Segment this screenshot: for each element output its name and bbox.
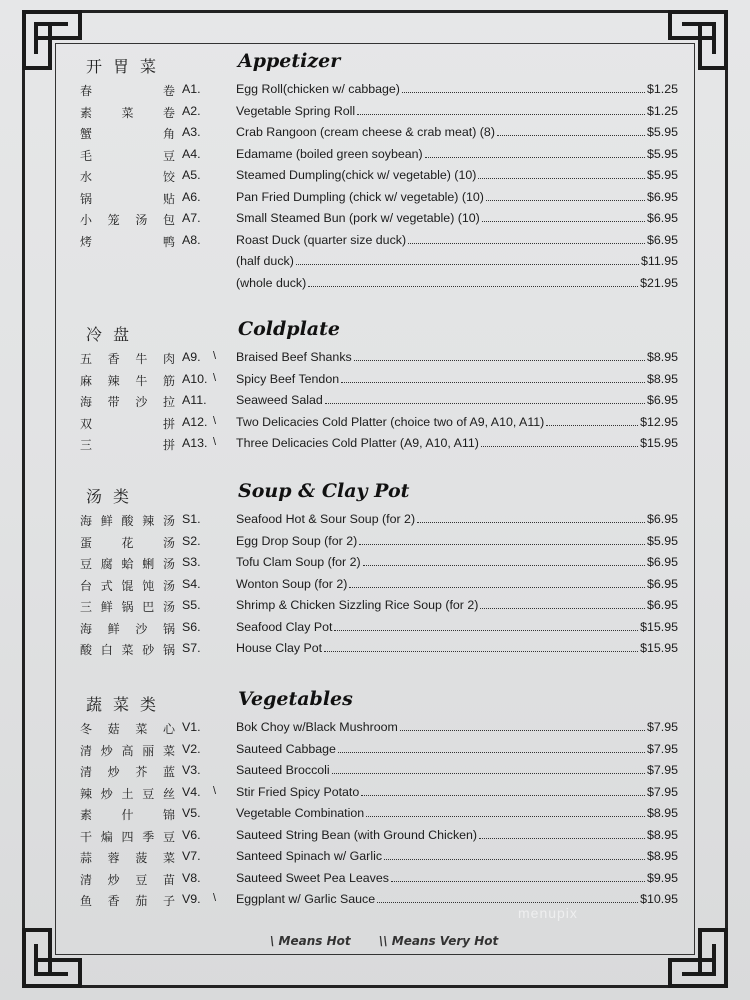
menu-item [0,510,750,532]
item-name: Vegetable Combination [236,806,365,820]
dot-leader [325,403,645,404]
menu-item [0,166,750,188]
item-line [236,125,678,139]
dot-leader [481,446,638,447]
menu-section [0,480,750,661]
item-line [236,254,678,268]
item-name: Braised Beef Shanks [236,350,352,364]
item-chinese-name: 清 炒 高 丽 菜 [80,743,175,758]
item-chinese-name: 三 鲜 锅 巴 汤 [80,600,175,614]
item-code: V3. [182,763,201,777]
item-price: $8.95 [646,806,678,820]
item-price: $6.95 [646,393,678,407]
dot-leader [391,881,645,882]
section-header [0,318,750,348]
item-chinese-name: 毛 豆 [80,148,175,163]
item-code: V8. [182,870,201,885]
item-price: $1.25 [646,82,678,96]
item-name: Three Delicacies Cold Platter (A9, A10, A11) [236,436,479,450]
legend-hot: \ Means Hot [270,934,351,948]
dot-leader [357,114,645,115]
item-line [236,641,678,655]
menu-item [0,553,750,575]
item-code: A11. [182,393,207,407]
item-line [236,806,678,820]
item-line [236,871,678,885]
item-chinese-name: 三 拼 [80,438,175,452]
pepper-icon: \ [213,414,217,427]
item-code: V6. [182,827,201,842]
item-chinese-name: 五 香 牛 肉 [80,352,175,366]
item-code: A12. [182,414,208,429]
item-code: S5. [182,598,201,612]
item-line [236,436,678,450]
item-price: $1.25 [646,103,678,118]
item-code: S6. [182,619,201,634]
item-line [236,828,678,842]
item-code: V5. [182,806,201,820]
menu-item [0,231,750,253]
item-chinese-name: 海 鲜 酸 辣 汤 [80,514,175,528]
pepper-icon: \ [213,892,217,904]
dot-leader [486,200,645,201]
item-code: A7. [182,211,201,225]
menu-item [0,804,750,826]
item-line [236,372,678,386]
item-code: A1. [182,82,201,96]
section-title: Coldplate [238,318,340,340]
item-chinese-name: 双 拼 [80,416,175,431]
item-price: $5.95 [646,146,678,161]
watermark: menupix [518,905,578,921]
corner-ornament-bottom-left [20,920,90,990]
item-line [236,147,678,161]
menu-item [0,274,750,296]
item-code: A5. [182,168,201,182]
item-price: $7.95 [646,720,678,734]
item-name: Sauteed Sweet Pea Leaves [236,870,389,885]
item-chinese-name: 辣 炒 土 豆 丝 [80,786,175,801]
item-price: $6.95 [646,512,678,526]
item-chinese-name: 蒜 蓉 菠 菜 [80,851,175,865]
item-name: Seaweed Salad [236,393,323,407]
item-chinese-name: 海 鲜 沙 锅 [80,621,175,636]
item-line [236,849,678,863]
item-chinese-name: 台 式 馄 饨 汤 [80,578,175,593]
menu-item [0,740,750,762]
menu-item [0,370,750,392]
dot-leader [338,752,645,753]
item-code: V4. [182,784,201,799]
dot-leader [361,795,645,796]
item-line [236,577,678,591]
item-name: Sauteed Cabbage [236,741,336,756]
dot-leader [384,859,645,860]
item-price: $8.95 [646,350,678,364]
dot-leader [408,243,645,244]
item-name: Sauteed String Bean (with Ground Chicken) [236,827,478,842]
section-title: Soup & Clay Pot [238,480,410,502]
item-price: $6.95 [646,555,678,569]
item-chinese-name: 小 笼 汤 包 [80,213,175,227]
menu-item [0,596,750,618]
spice-legend [270,934,522,948]
menu-item [0,575,750,597]
item-line [236,104,678,118]
item-line [236,534,678,548]
item-chinese-name: 麻 辣 牛 筋 [80,373,175,388]
item-name: (whole duck) [236,275,307,290]
item-chinese-name: 清 炒 豆 苗 [80,872,175,887]
item-code: A2. [182,103,201,118]
item-line [236,892,678,906]
item-code: A9. [182,350,201,364]
item-chinese-name: 豆 腐 蛤 蜊 汤 [80,557,175,571]
menu-item [0,532,750,554]
dot-leader [402,92,645,93]
menu-section [0,50,750,295]
item-name: Crab Rangoon (cream cheese & crab meat) (8) [236,125,495,139]
dot-leader [296,264,639,265]
item-name: Tofu Clam Soup (for 2) [236,555,361,569]
item-price: $10.95 [640,892,678,906]
item-code: V2. [182,741,201,756]
item-name: Steamed Dumpling(chick w/ vegetable) (10) [236,168,477,182]
item-price: $6.95 [646,576,678,591]
dot-leader [482,221,645,222]
dot-leader [417,522,645,523]
item-price: $6.95 [646,211,678,225]
item-line [236,763,678,777]
dot-leader [359,544,645,545]
item-chinese-name: 水 饺 [80,170,175,184]
item-code: S7. [182,641,201,655]
section-title-chinese: 开胃菜 [86,57,168,76]
dot-leader [341,382,645,383]
menu-item [0,80,750,102]
item-name: Edamame (boiled green soybean) [236,146,423,161]
item-chinese-name: 海 带 沙 拉 [80,395,175,409]
item-line [236,82,678,96]
item-price: $6.95 [646,189,678,204]
dot-leader [400,730,645,731]
item-code: S1. [182,512,201,526]
dot-leader [354,360,645,361]
item-line [236,233,678,247]
item-chinese-name: 清 炒 芥 蓝 [80,765,175,779]
item-price: $12.95 [640,414,678,429]
menu-item [0,869,750,891]
item-code: S3. [182,555,201,569]
dot-leader [479,838,645,839]
item-code: A8. [182,232,201,247]
item-name: Roast Duck (quarter size duck) [236,232,407,247]
item-code: A6. [182,189,201,204]
section-title-chinese: 汤类 [86,487,141,506]
item-name: Vegetable Spring Roll [236,103,356,118]
section-title-chinese: 蔬菜类 [86,695,168,714]
item-name: Egg Drop Soup (for 2) [236,533,358,548]
section-header [0,480,750,510]
menu-item [0,391,750,413]
dot-leader [366,816,645,817]
item-chinese-name: 素 什 锦 [80,808,175,822]
item-name: Egg Roll(chicken w/ cabbage) [236,82,400,96]
item-line [236,211,678,225]
dot-leader [546,425,638,426]
item-price: $9.95 [646,870,678,885]
item-name: Pan Fried Dumpling (chick w/ vegetable) (10) [236,189,484,204]
menu-item [0,252,750,274]
item-name: Santeed Spinach w/ Garlic [236,849,383,863]
item-code: A10. [182,371,208,386]
item-line [236,276,678,290]
dot-leader [324,651,638,652]
item-price: $15.95 [640,641,678,655]
section-header [0,50,750,80]
item-line [236,350,678,364]
menu-item [0,639,750,661]
item-name: Two Delicacies Cold Platter (choice two of A9, A10, A11) [236,414,545,429]
item-name: Wonton Soup (for 2) [236,576,348,591]
item-price: $7.95 [646,763,678,777]
item-chinese-name: 冬 菇 菜 心 [80,722,175,736]
menu-item [0,434,750,456]
item-price: $8.95 [646,371,678,386]
menu-item [0,890,750,912]
item-name: (half duck) [236,254,294,268]
item-code: A4. [182,146,201,161]
item-name: Small Steamed Bun (pork w/ vegetable) (10) [236,211,480,225]
item-line [236,785,678,799]
pepper-icon: \ [213,371,217,384]
dot-leader [478,178,645,179]
item-price: $6.95 [646,598,678,612]
item-code: A13. [182,436,208,450]
menu-item [0,123,750,145]
corner-ornament-bottom-right [660,920,730,990]
item-price: $21.95 [640,275,678,290]
section-title: Vegetables [238,688,353,710]
item-name: Spicy Beef Tendon [236,371,340,386]
item-code: V9. [182,892,201,906]
item-chinese-name: 蛋 花 汤 [80,535,175,550]
item-chinese-name: 酸 白 菜 砂 锅 [80,643,175,657]
menu-item [0,413,750,435]
item-price: $7.95 [646,741,678,756]
item-line [236,512,678,526]
item-code: A3. [182,125,201,139]
item-name: Sauteed Broccoli [236,763,330,777]
menu-item [0,718,750,740]
item-name: Seafood Hot & Sour Soup (for 2) [236,512,416,526]
item-code: V7. [182,849,201,863]
item-name: Bok Choy w/Black Mushroom [236,720,398,734]
item-chinese-name: 春 卷 [80,84,175,98]
dot-leader [497,135,645,136]
dot-leader [349,587,645,588]
item-price: $7.95 [646,784,678,799]
pepper-icon: \ [213,436,217,448]
item-name: House Clay Pot [236,641,323,655]
dot-leader [334,630,638,631]
section-header [0,688,750,718]
menu-item [0,761,750,783]
item-chinese-name: 锅 贴 [80,191,175,206]
menu-item [0,618,750,640]
menu-item [0,188,750,210]
menu-item [0,145,750,167]
menu-item [0,102,750,124]
item-price: $5.95 [646,125,678,139]
item-line [236,393,678,407]
menu-item [0,826,750,848]
dot-leader [425,157,645,158]
dot-leader [332,773,645,774]
item-name: Eggplant w/ Garlic Sauce [236,892,376,906]
item-line [236,168,678,182]
dot-leader [363,565,645,566]
item-code: V1. [182,720,201,734]
item-price: $11.95 [641,254,678,268]
item-line [236,720,678,734]
section-title: Appetizer [238,50,341,72]
item-line [236,742,678,756]
item-price: $8.95 [646,849,678,863]
item-line [236,555,678,569]
item-name: Seafood Clay Pot [236,619,333,634]
item-line [236,415,678,429]
item-price: $15.95 [640,619,678,634]
item-line [236,598,678,612]
item-code: S2. [182,533,201,548]
item-line [236,190,678,204]
item-chinese-name: 蟹 角 [80,127,175,141]
menu-item [0,847,750,869]
menu-item [0,348,750,370]
item-name: Shrimp & Chicken Sizzling Rice Soup (for 2) [236,598,479,612]
menu-item [0,209,750,231]
dot-leader [308,286,638,287]
item-price: $5.95 [646,168,678,182]
item-name: Stir Fried Spicy Potato [236,784,360,799]
item-price: $5.95 [646,533,678,548]
menu-section [0,318,750,456]
section-title-chinese: 冷盘 [86,325,141,344]
item-code: S4. [182,576,201,591]
dot-leader [377,902,638,903]
pepper-icon: \ [213,350,217,362]
menu-section [0,688,750,912]
item-line [236,620,678,634]
item-chinese-name: 干 煸 四 季 豆 [80,829,175,844]
item-chinese-name: 烤 鸭 [80,234,175,249]
menu-item [0,783,750,805]
legend-very-hot: \\ Means Very Hot [378,934,499,948]
item-price: $8.95 [646,827,678,842]
dot-leader [480,608,645,609]
item-price: $6.95 [646,232,678,247]
item-price: $15.95 [640,436,678,450]
item-chinese-name: 鱼 香 茄 子 [80,894,175,908]
pepper-icon: \ [213,784,217,797]
item-chinese-name: 素 菜 卷 [80,105,175,120]
